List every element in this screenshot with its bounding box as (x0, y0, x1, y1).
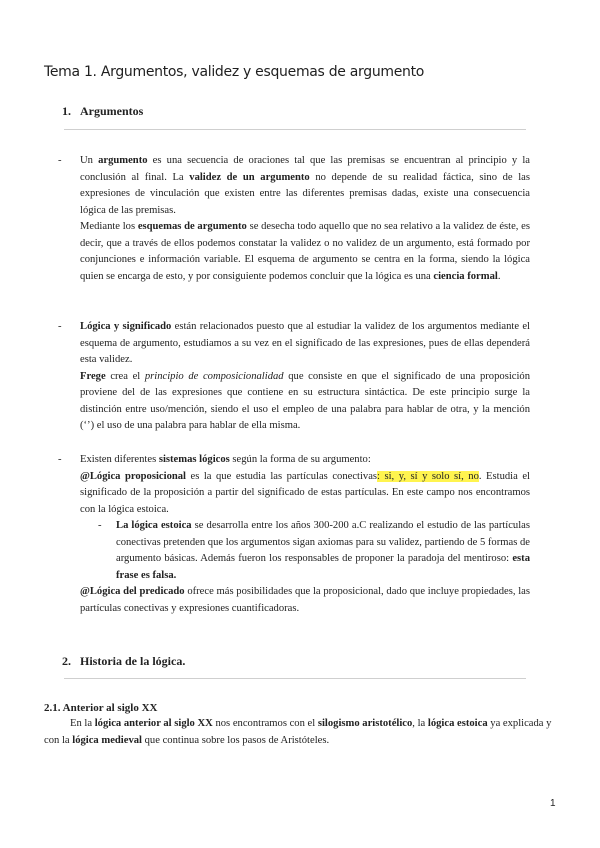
paragraph (80, 469, 530, 519)
document-title: Tema 1. Argumentos, validez y esquemas de argumento (44, 64, 425, 80)
bullet-marker: - (58, 321, 62, 332)
sub-bullet-logica-estoica (98, 518, 530, 584)
paragraph-anterior-siglo-xx (44, 716, 556, 749)
paragraph (80, 319, 530, 369)
text: se desarrolla entre los años 300-200 a.C realizando el estudio de las partículas conectivas pretenden que los argumentos sigan axiomas para su validez, partiendo de 5 formas de argumento básicas. Además fueron los responsables de proponer la paradoja del mentiroso: (116, 520, 530, 564)
section-divider (64, 129, 526, 130)
text: Mediante los (80, 221, 138, 232)
text: ofrece más posibilidades que la proposicional, dado que incluye propiedades, las partículas conectivas y expresiones cuantificadoras. (80, 586, 530, 614)
paragraph (80, 369, 530, 435)
page-number: 1 (550, 798, 556, 809)
bullet-logica-significado (58, 319, 531, 435)
text: que continua sobre los pasos de Aristóteles. (141, 734, 330, 746)
paragraph (80, 584, 530, 617)
text: nos encontramos con el (212, 718, 318, 729)
bold-text: Frege (80, 370, 106, 382)
bold-text: lógica estoica (427, 718, 488, 729)
bold-text: @Lógica del predicado (80, 586, 185, 597)
highlighted-text: : si, y, sí y solo sí, no (377, 470, 479, 482)
section-title: Historia de la lógica. (80, 654, 186, 668)
bold-text: sistemas lógicos (158, 454, 230, 465)
section-number: 2. (62, 654, 71, 668)
paragraph (80, 153, 530, 219)
text: según la forma de su argumento: (229, 454, 371, 465)
text: que consiste en que el significado de una proposición proviene del de las expresiones que contiene en su estructura sintáctica. De este principio surge la distinción entre uso/mención, siendo el uso el empleo de una palabra para hablar de otra, y la mención (‘’) el uso de una palabra para hablar de ella misma. (80, 370, 531, 431)
sub-bullet-marker: - (98, 520, 102, 531)
paragraph (80, 452, 530, 469)
section-divider (64, 678, 526, 679)
section-1-heading (62, 104, 143, 119)
section-2-heading (62, 654, 185, 669)
text: . (497, 270, 501, 282)
bold-text: esquemas de argumento (137, 221, 247, 232)
text: se desecha todo aquello que no sea relativo a la validez de éste, es decir, que a través de ellos podemos constatar la validez o no validez de un argumento, está formado por conjunciones e información variable. El esquema de argumento se centra en la forma, siendo la lógica quien se encarga de esto, y por consiguiente podemos concluir que la lógica es una (80, 221, 530, 282)
bold-text: argumento (98, 155, 148, 166)
text: ya explicada y con la (44, 718, 552, 746)
bullet-argumentos (58, 153, 531, 285)
bold-text: lógica medieval (72, 734, 142, 746)
text: Existen diferentes (80, 454, 159, 465)
bold-text: La lógica estoica (116, 520, 192, 531)
italic-text: principio de composicionalidad (144, 370, 284, 382)
text: no depende de su realidad fáctica, sino de las expresiones de vinculación que existen entre las diferentes premisas dadas, existe una consecuencia lógica de las premisas. (80, 171, 531, 216)
section-number: 1. (62, 104, 71, 118)
paragraph (44, 716, 556, 749)
bold-text: lógica anterior al siglo XX (94, 718, 213, 729)
text: crea el (105, 370, 145, 382)
text: En la (70, 718, 95, 729)
text: están relacionados puesto que al estudiar la validez de los argumentos mediante el esquema de argumento, estudiamos a su vez en el significado de las expresiones, pues de ellas dependerá esta validez. (80, 321, 530, 365)
bold-text: esta frase es falsa. (116, 553, 530, 581)
paragraph (80, 219, 530, 285)
bold-text: @Lógica proposicional (80, 470, 186, 482)
text: es una secuencia de oraciones tal que las premisas se encuentran al principio y la conclusión al final. La (80, 155, 530, 183)
section-title: Argumentos (80, 104, 144, 118)
bullet-marker: - (58, 454, 62, 465)
text: Un (80, 155, 99, 166)
text: . Estudia el significado de la proposición a partir del significado de estas partículas. En este campo nos encontramos con la lógica estoica. (80, 470, 530, 515)
subsection-heading: 2.1. Anterior al siglo XX (44, 702, 158, 714)
bullet-marker: - (58, 155, 62, 166)
text: , la (412, 718, 428, 729)
bold-text: Lógica y significado (80, 321, 172, 332)
bold-text: ciencia formal (433, 270, 498, 282)
bold-text: silogismo aristotélico (317, 718, 413, 729)
text: es la que estudia las partículas conectivas (186, 470, 378, 482)
bullet-sistemas-logicos (58, 452, 530, 617)
bold-text: validez de un argumento (189, 171, 310, 183)
